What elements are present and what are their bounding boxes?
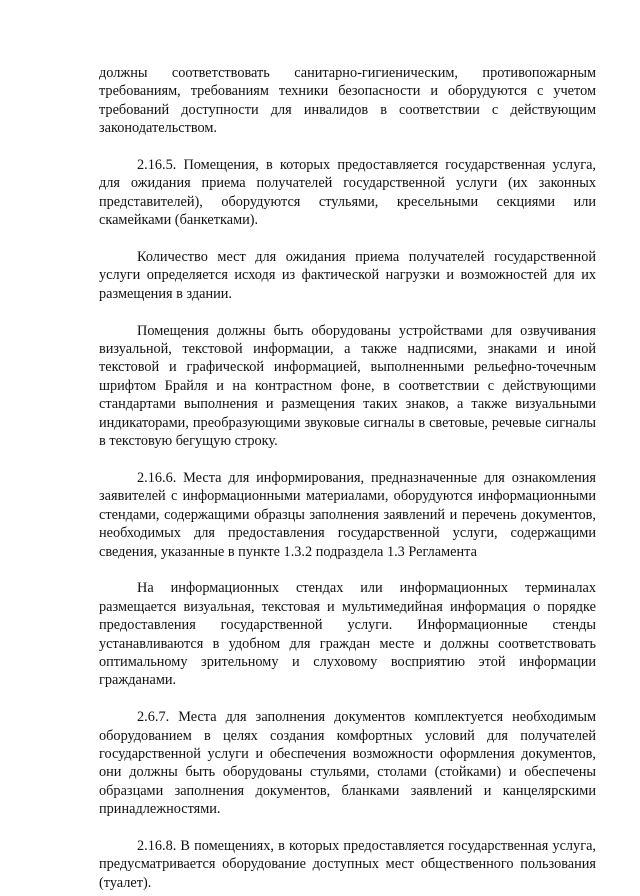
document-page	[99, 64, 596, 892]
paragraph-2-16-6: 2.16.6. Места для информирования, предназначенные для ознакомления заявителей с информационными материалами, оборудуются информационными стендами, содержащими образцы заполнения заявлений и перечень документов, необходимых для предоставления государственной услуги, содержащими сведения, указанные в пункте 1.3.2 подраздела 1.3 Регламента	[99, 469, 596, 560]
paragraph-continuation: должны соответствовать санитарно-гигиеническим, противопожарным требованиям, требованиям техники безопасности и оборудуются с учетом требований доступности для инвалидов в соответствии с действующим законодательством.	[99, 65, 596, 137]
paragraph-accessibility-equipment: Помещения должны быть оборудованы устройствами для озвучивания визуальной, текстовой информации, а также надписями, знаками и иной текстовой и графической информацией, выполненными рельефно-точечным шрифтом Брайля и на контрастном фоне, в соответствии с действующими стандартами выполнения и размещения таких знаков, а также визуальными индикаторами, преобразующими звуковые сигналы в световые, речевые сигналы в текстовую бегущую строку.	[99, 322, 596, 450]
paragraph-2-16-5: 2.16.5. Помещения, в которых предоставляется государственная услуга, для ожидания приема получателей государственной услуги (их законных представителей), оборудуются стульями, кресельными секциями или скамейками (банкетками).	[99, 157, 596, 229]
paragraph-2-16-8: 2.16.8. В помещениях, в которых предоставляется государственная услуга, предусматривается оборудование доступных мест общественного пользования (туалет).	[99, 837, 596, 891]
paragraph-information-stands: На информационных стендах или информационных терминалах размещается визуальная, текстовая и мультимедийная информация о порядке предоставления государственной услуги. Информационные стенды устанавливаются в удобном для граждан месте и должны соответствовать оптимальному зрительному и слуховому восприятию этой информации гражданами.	[99, 580, 596, 689]
paragraph-waiting-places: Количество мест для ожидания приема получателей государственной услуги определяется исходя из фактической нагрузки и возможностей для их размещения в здании.	[99, 249, 596, 302]
paragraph-2-6-7: 2.6.7. Места для заполнения документов комплектуется необходимым оборудованием в целях создания комфортных условий для получателей государственной услуги и обеспечения возможности оформления документов, они должны быть оборудованы стульями, столами (стойками) и обеспечены образцами заполнения документов, бланками заявлений и канцелярскими принадлежностями.	[99, 709, 596, 818]
